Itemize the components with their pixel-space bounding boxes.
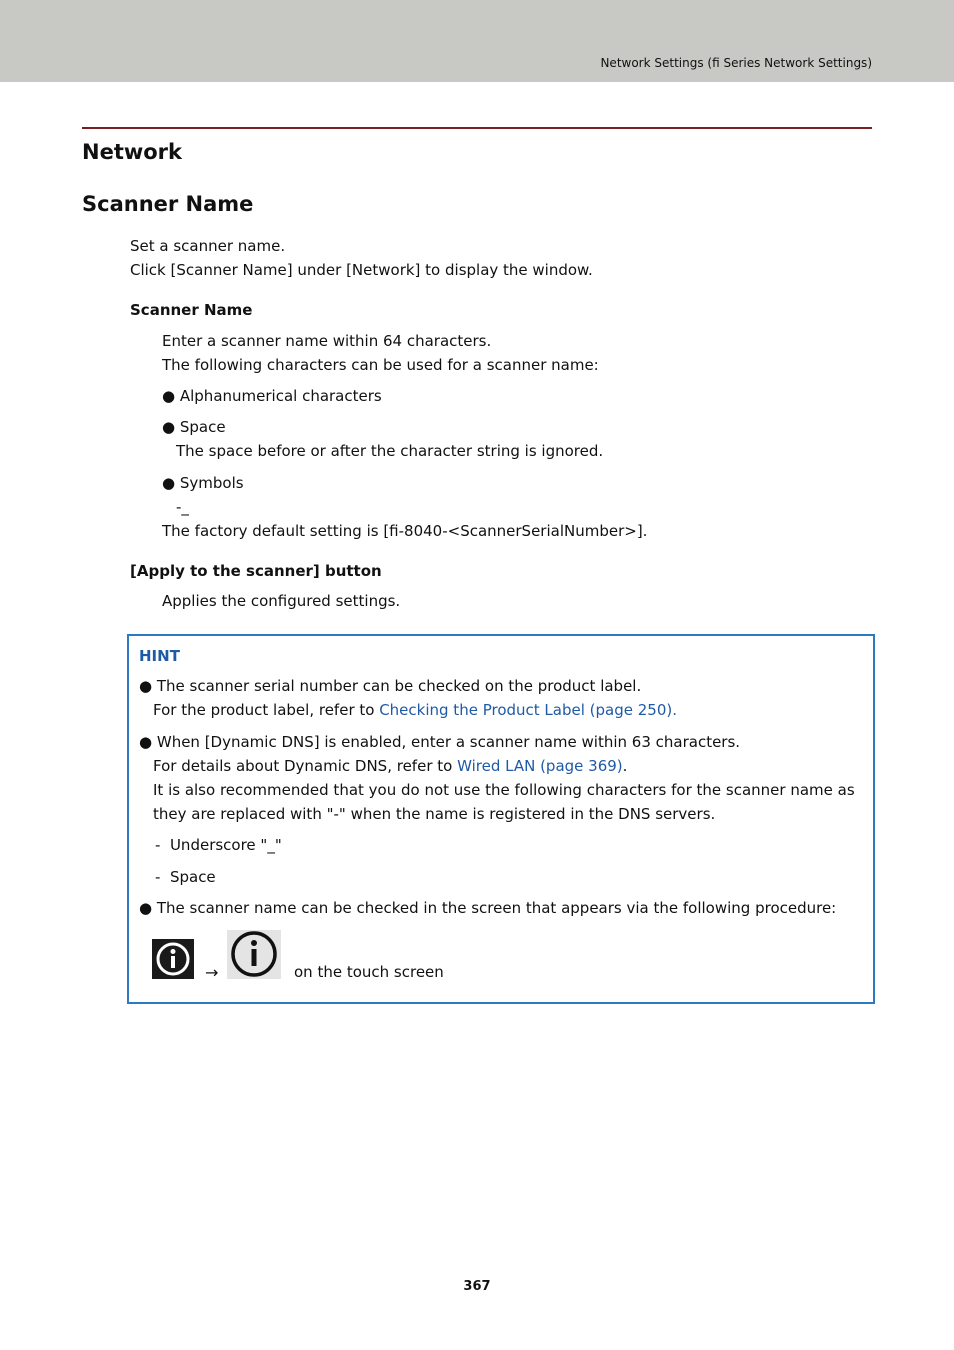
arrow-icon: → (205, 963, 219, 982)
hint-sub-underscore-text: Underscore "_" (169, 836, 282, 854)
hint-item-2: ● When [Dynamic DNS] is enabled, enter a scanner name within 63 characters. (139, 733, 741, 751)
hint-item-2-line-4: they are replaced with "-" when the name is registered in the DNS servers. (153, 805, 716, 823)
hint-item-2-ref-suffix: . (622, 757, 628, 775)
bullet-alphanumerical-text: Alphanumerical characters (179, 387, 382, 405)
hint-item-1: ● The scanner serial number can be checked on the product label. (139, 677, 642, 695)
bullet-space: ● Space (162, 418, 226, 436)
scanner-name-line-2: The following characters can be used for a scanner name: (162, 356, 599, 374)
bullet-symbols-text: Symbols (179, 474, 244, 492)
hint-item-1-reference (153, 701, 677, 719)
heading-rule (82, 127, 872, 129)
hint-item-3: ● The scanner name can be checked in the screen that appears via the following procedure: (139, 899, 837, 917)
hint-sub-underscore: - Underscore "_" (155, 836, 282, 854)
apply-button-subheading: [Apply to the scanner] button (130, 562, 382, 580)
page-number: 367 (463, 1279, 491, 1294)
info-icon-svg (152, 939, 194, 979)
bullet-alphanumerical: ● Alphanumerical characters (162, 387, 382, 405)
header-section-title: Network Settings (fi Series Network Settings) (600, 56, 872, 70)
bullet-symbols: ● Symbols (162, 474, 244, 492)
hint-sub-space-text: Space (169, 868, 216, 886)
hint-item-1-ref-prefix: For the product label, refer to (153, 701, 380, 719)
hint-title: HINT (139, 647, 180, 665)
hint-item-3-text: The scanner name can be checked in the screen that appears via the following procedure: (156, 899, 837, 917)
hint-item-2-ref-prefix: For details about Dynamic DNS, refer to (153, 757, 458, 775)
intro-line-1: Set a scanner name. (130, 237, 286, 255)
hint-item-1-ref-suffix: . (672, 701, 677, 719)
info-icon-svg (227, 930, 281, 979)
intro-line-2: Click [Scanner Name] under [Network] to display the window. (130, 261, 593, 279)
default-setting-text: The factory default setting is [fi-8040-<ScannerSerialNumber>]. (162, 522, 648, 540)
info-icon (152, 939, 194, 979)
symbols-list: -_ (176, 498, 189, 516)
hint-item-2-reference (153, 757, 627, 775)
hint-item-1-text: The scanner serial number can be checked on the product label. (156, 677, 642, 695)
heading-scanner-name: Scanner Name (82, 192, 254, 216)
bullet-space-note: The space before or after the character string is ignored. (176, 442, 604, 460)
heading-network: Network (82, 140, 183, 164)
hint-item-2-text: When [Dynamic DNS] is enabled, enter a scanner name within 63 characters. (156, 733, 741, 751)
bullet-space-text: Space (179, 418, 226, 436)
product-label-link[interactable]: Checking the Product Label (page 250) (379, 701, 673, 719)
hint-sub-space: - Space (155, 868, 216, 886)
info-icon (227, 930, 281, 979)
apply-button-description: Applies the configured settings. (162, 592, 401, 610)
wired-lan-link[interactable]: Wired LAN (page 369) (457, 757, 623, 775)
scanner-name-subheading: Scanner Name (130, 301, 253, 319)
hint-item-2-line-3: It is also recommended that you do not use the following characters for the scanner name as (153, 781, 855, 799)
scanner-name-line-1: Enter a scanner name within 64 characters. (162, 332, 492, 350)
procedure-suffix: on the touch screen (294, 963, 444, 981)
